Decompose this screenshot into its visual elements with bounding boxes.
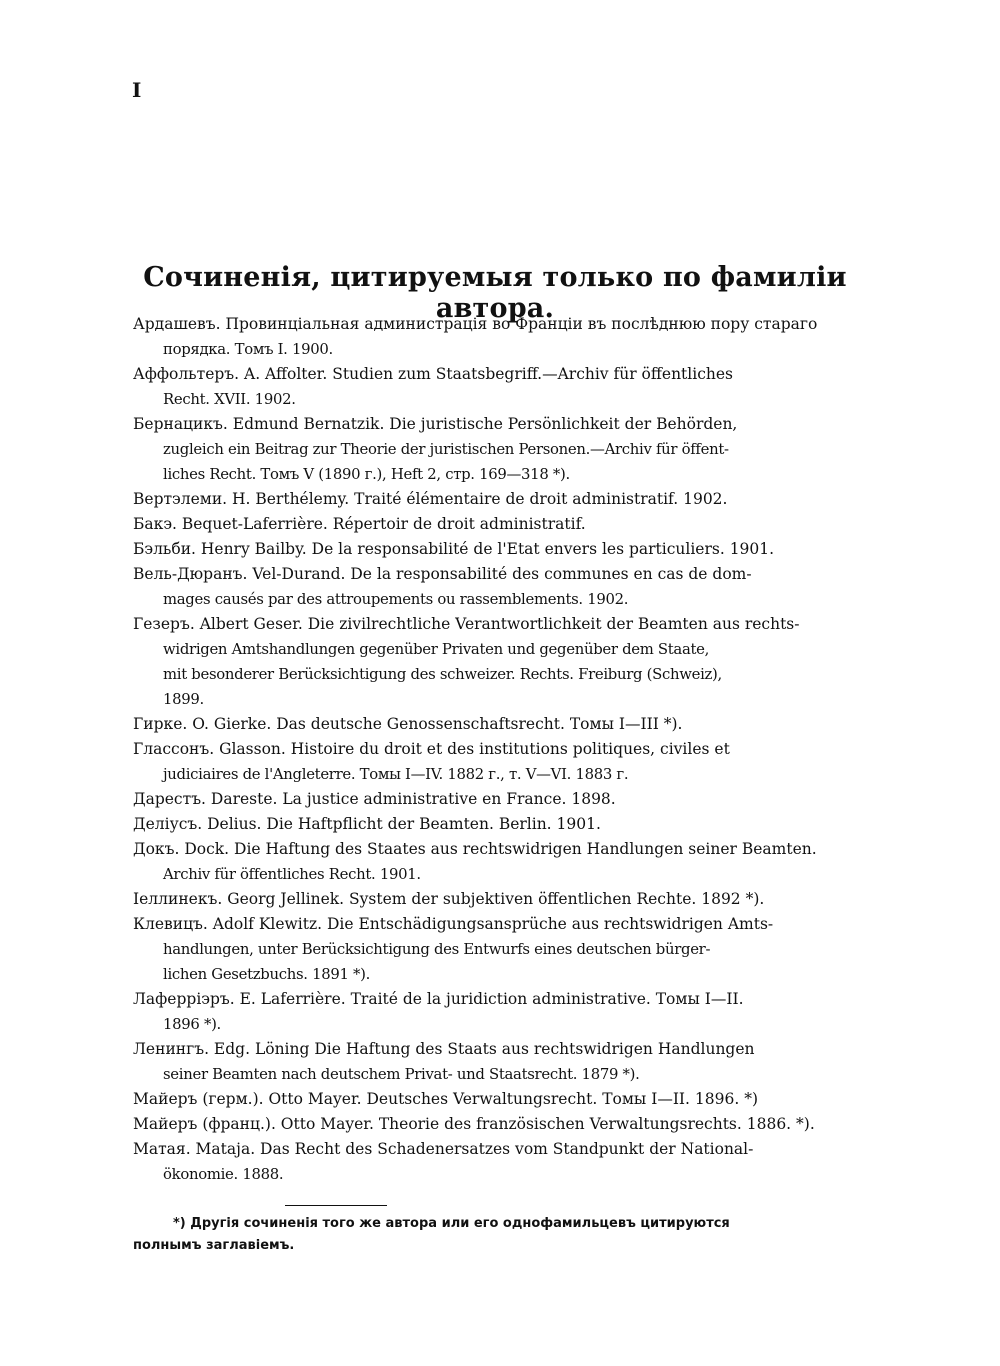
entry-line: judiciaires de l'Angleterre. Томы I—IV. 1882 г., т. V—VI. 1883 г. <box>163 766 629 783</box>
footnote-line: *) Другія сочиненія того же автора или его однофамильцевъ цитируются <box>173 1216 730 1231</box>
bibliography-entry <box>133 1112 845 1137</box>
entry-line: Майеръ (франц.). Otto Mayer. Theorie des französischen Verwaltungsrechts. 1886. *). <box>133 1115 815 1133</box>
entry-line: Докъ. Dock. Die Haftung des Staates aus rechtswidrigen Handlungen seiner Beamten. <box>133 840 817 858</box>
entry-line: liches Recht. Томъ V (1890 г.), Heft 2, стр. 169—318 *). <box>163 466 570 483</box>
bibliography-entry <box>133 812 845 837</box>
entry-line: Дарестъ. Dareste. La justice administrative en France. 1898. <box>133 790 616 808</box>
bibliography-entry <box>133 1087 845 1112</box>
bibliography-entry <box>133 1137 845 1187</box>
entry-line: Клевицъ. Adolf Klewitz. Die Entschädigungsansprüche aus rechtswidrigen Amts- <box>133 915 774 933</box>
entry-line: Майеръ (герм.). Otto Mayer. Deutsches Verwaltungsrecht. Томы I—II. 1896. *) <box>133 1090 759 1108</box>
entry-line: mit besonderer Berücksichtigung des schweizer. Rechts. Freiburg (Schweiz), <box>163 666 722 683</box>
entry-line: 1899. <box>163 691 204 708</box>
entry-line: Ардашевъ. Провинціальная администрація во Франціи въ послѣднюю пору стараго <box>133 315 818 333</box>
entry-line: порядка. Томъ I. 1900. <box>163 341 333 358</box>
bibliography-entry <box>133 887 845 912</box>
bibliography-entry <box>133 912 845 987</box>
entry-line: zugleich ein Beitrag zur Theorie der juristischen Personen.—Archiv für öffent- <box>163 441 729 458</box>
entry-line: Гезеръ. Albert Geser. Die zivilrechtliche Verantwortlichkeit der Beamten aus rechts- <box>133 615 800 633</box>
entry-line: widrigen Amtshandlungen gegenüber Privaten und gegenüber dem Staate, <box>163 641 710 658</box>
entry-line: Аффольтеръ. A. Affolter. Studien zum Staatsbegriff.—Archiv für öffentliches <box>133 365 733 383</box>
bibliography-entry <box>133 312 845 362</box>
entry-line: Бакэ. Bequet-Laferrière. Répertoir de droit administratif. <box>133 515 586 533</box>
page-number: I <box>132 78 142 102</box>
footnote <box>133 1213 845 1257</box>
bibliography-list <box>133 312 845 1187</box>
bibliography-entry <box>133 562 845 612</box>
entry-line: Бернацикъ. Edmund Bernatzik. Die juristische Persönlichkeit der Behörden, <box>133 415 738 433</box>
bibliography-entry <box>133 412 845 487</box>
entry-line: lichen Gesetzbuchs. 1891 *). <box>163 966 371 983</box>
entry-line: Archiv für öffentliches Recht. 1901. <box>163 866 421 883</box>
entry-line: Бэльби. Henry Bailby. De la responsabilité de l'Etat envers les particuliers. 1901. <box>133 540 775 558</box>
bibliography-entry <box>133 737 845 787</box>
entry-line: seiner Beamten nach deutschem Privat- und Staatsrecht. 1879 *). <box>163 1066 640 1083</box>
bibliography-entry <box>133 487 845 512</box>
bibliography-entry <box>133 987 845 1037</box>
entry-line: mages causés par des attroupements ou rassemblements. 1902. <box>163 591 629 608</box>
footnote-divider <box>285 1205 387 1206</box>
bibliography-entry <box>133 612 845 712</box>
bibliography-entry <box>133 362 845 412</box>
entry-line: Делiусъ. Delius. Die Haftpflicht der Beamten. Berlin. 1901. <box>133 815 601 833</box>
bibliography-entry <box>133 512 845 537</box>
bibliography-entry <box>133 712 845 737</box>
bibliography-entry <box>133 837 845 887</box>
entry-line: ökonomie. 1888. <box>163 1166 284 1183</box>
entry-line: Лаферрiэръ. E. Laferrière. Traité de la juridiction administrative. Томы I—II. <box>133 990 744 1008</box>
entry-line: handlungen, unter Berücksichtigung des Entwurfs eines deutschen bürger- <box>163 941 711 958</box>
entry-line: Глассонъ. Glasson. Histoire du droit et des institutions politiques, civiles et <box>133 740 730 758</box>
entry-line: 1896 *). <box>163 1016 221 1033</box>
page-title: Сочиненія, цитируемыя только по фамиліи автора. <box>143 262 847 324</box>
entry-line: Гирке. O. Gierke. Das deutsche Genossenschaftsrecht. Томы I—III *). <box>133 715 683 733</box>
bibliography-entry <box>133 787 845 812</box>
entry-line: Recht. XVII. 1902. <box>163 391 296 408</box>
entry-line: Матая. Mataja. Das Recht des Schadenersatzes vom Standpunkt der National- <box>133 1140 754 1158</box>
bibliography-entry <box>133 1037 845 1087</box>
footnote-line: полнымъ заглавіемъ. <box>133 1238 295 1253</box>
bibliography-entry <box>133 537 845 562</box>
entry-line: Вель-Дюранъ. Vel-Durand. De la responsabilité des communes en cas de dom- <box>133 565 752 583</box>
entry-line: Iеллинекъ. Georg Jellinek. System der subjektiven öffentlichen Rechte. 1892 *). <box>133 890 765 908</box>
entry-line: Вертэлеми. H. Berthélemy. Traité élémentaire de droit administratif. 1902. <box>133 490 728 508</box>
entry-line: Ленингъ. Edg. Löning Die Haftung des Staats aus rechtswidrigen Handlungen <box>133 1040 755 1058</box>
